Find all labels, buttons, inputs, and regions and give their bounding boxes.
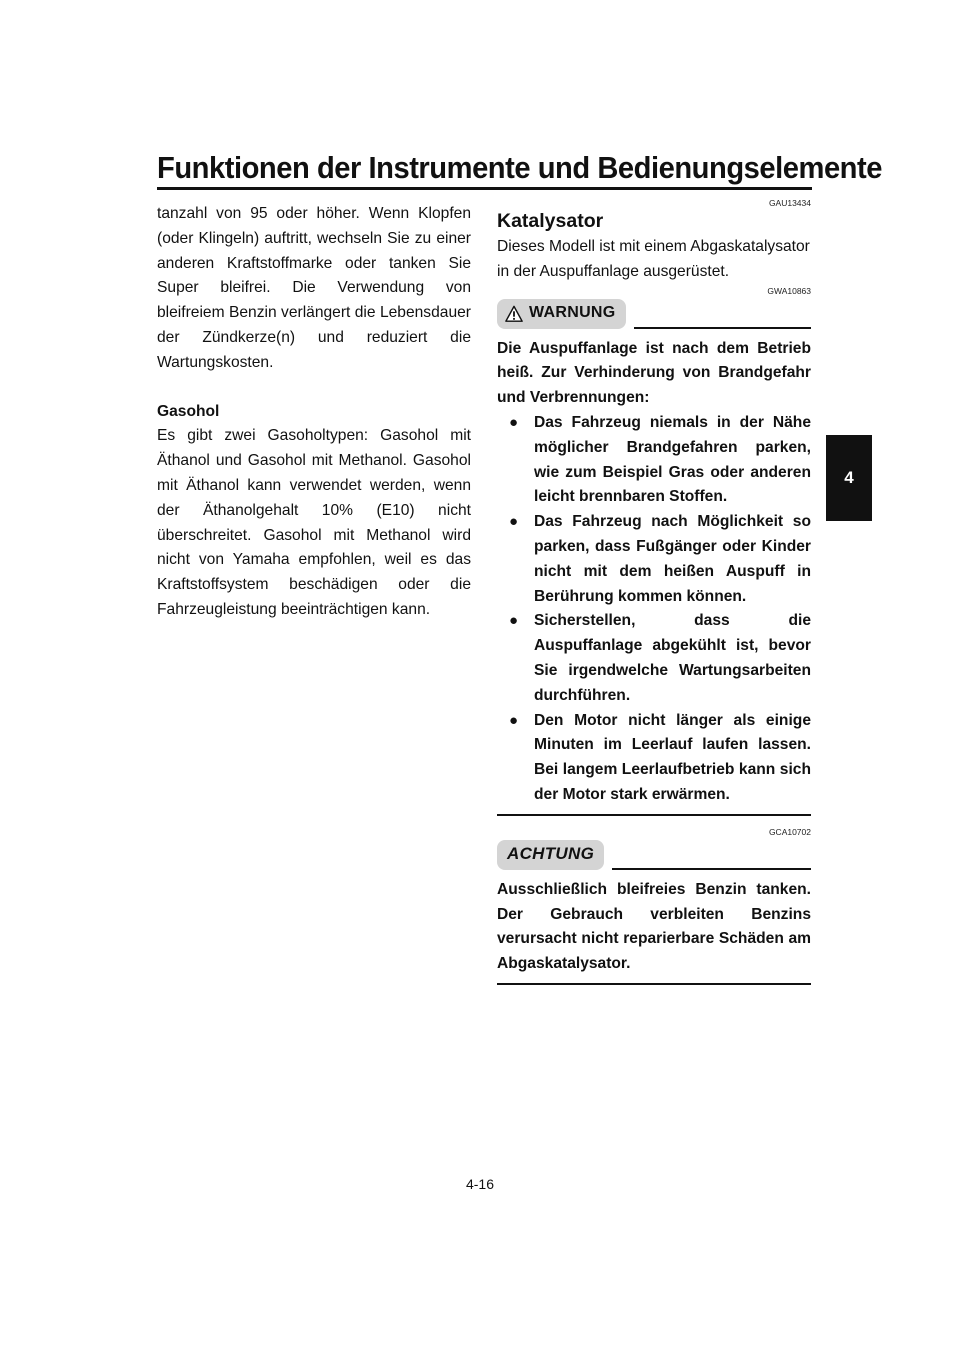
warning-label: WARNUNG [529,304,616,322]
paragraph-octane: tanzahl von 95 oder höher. Wenn Klopfen (oder Klingeln) auftritt, wechseln Sie zu einer anderen Kraftstoffmarke oder tanken Sie Super bleifrei. Die Verwendung von bleifreiem Benzin verlängert die Lebensdauer der Zündkerze(n) und reduziert die Wartungskosten. [157,205,471,371]
warning-code: GWA10863 [767,285,811,296]
warning-bullet: ● Das Fahrzeug niemals in der Nähe möglicher Brandgefahren parken, wie zum Beispiel Gras oder anderen leicht brennbaren Stoffen. [497,411,811,510]
caution-label: ACHTUNG [507,844,595,864]
bullet-icon: ● [509,711,519,729]
warning-header-rule [634,327,811,329]
chapter-tab [826,435,872,521]
bullet-icon: ● [509,612,519,630]
section-intro: Dieses Modell ist mit einem Abgaskatalysator in der Auspuffanlage ausgerüstet. [497,238,810,280]
warning-badge [497,299,626,329]
caution-header-rule [612,868,811,870]
bullet-icon: ● [509,513,519,531]
warning-end-rule [497,814,811,816]
page-title: Funktionen der Instrumente und Bedienungselemente [157,150,882,185]
section-title: Katalysator [497,210,604,232]
warning-text: Die Auspuffanlage ist nach dem Betrieb heiß. Zur Verhinderung von Brandgefahr und Verbrennungen: [497,339,811,407]
bullet-icon: ● [509,413,519,431]
subheading-gasohol: Gasohol [157,402,220,420]
caution-end-rule [497,983,811,985]
right-column [497,197,811,985]
section-code: GAU13434 [768,198,811,208]
caution-header [497,840,811,870]
caution-badge [497,840,604,870]
warning-triangle-icon [505,305,523,323]
warning-bullet: ● Den Motor nicht länger als einige Minuten im Leerlauf laufen lassen. Bei langem Leerlaufbetrieb kann sich der Motor stark erwärmen. [497,709,811,808]
left-column [157,202,471,623]
caution-code: GCA10702 [768,826,811,837]
header-rule [157,187,812,190]
warning-bullet: ● Sicherstellen, dass die Auspuffanlage abgekühlt ist, bevor Sie irgendwelche Wartungsarbeiten durchführen. [497,609,811,708]
warning-bullet: ● Das Fahrzeug nach Möglichkeit so parken, dass Fußgänger oder Kinder nicht mit dem heißen Auspuff in Berührung kommen können. [497,510,811,609]
page-number: 4-16 [465,1176,495,1192]
warning-header [497,299,811,329]
warning-bullet-list [497,411,811,808]
chapter-number: 4 [844,468,854,487]
paragraph-gasohol: Es gibt zwei Gasoholtypen: Gasohol mit Äthanol und Gasohol mit Methanol. Gasohol mit Äthanol kann verwendet werden, wenn der Äthanolgehalt 10% (E10) nicht überschreitet. Gasohol mit Methanol wird nicht von Yamaha empfohlen, weil es das Kraftstoffsystem beschädigen oder die Fahrzeugleistung beeinträchtigen kann. [157,427,471,618]
caution-text: Ausschließlich bleifreies Benzin tanken. Der Gebrauch verbleiten Benzins verursacht nicht reparierbare Schäden am Abgaskatalysator. [497,880,811,973]
